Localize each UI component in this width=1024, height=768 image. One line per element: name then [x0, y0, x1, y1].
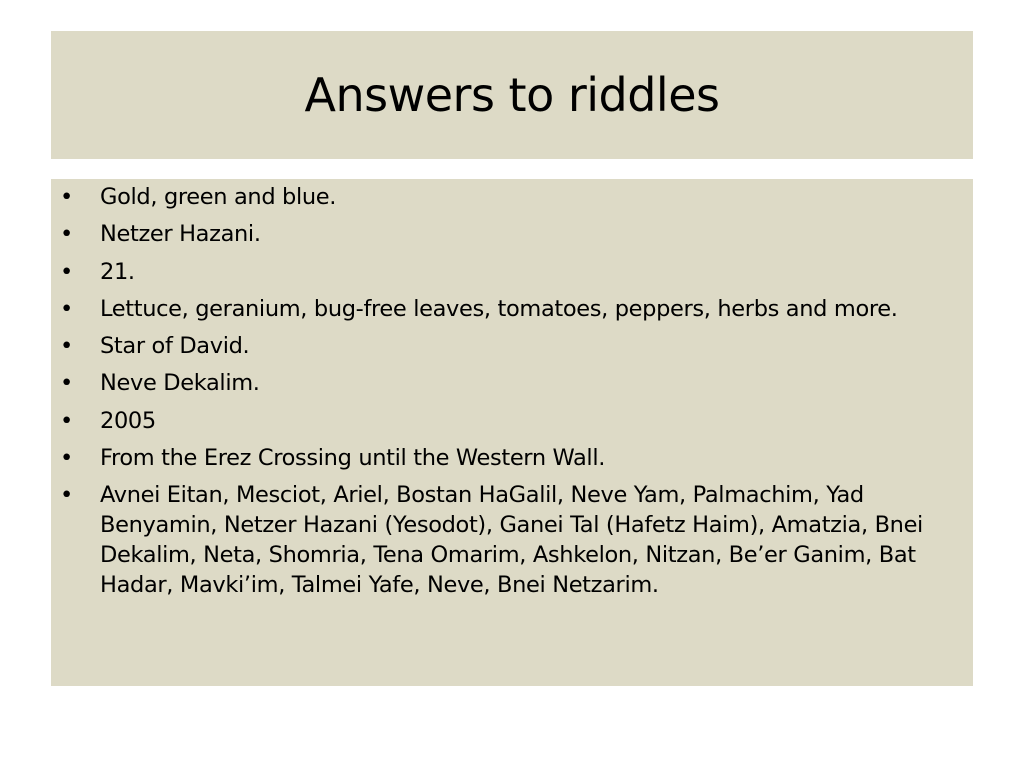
bullet-item: [51, 257, 953, 287]
bullet-text: Gold, green and blue.: [100, 184, 337, 210]
bullet-marker: •: [60, 482, 73, 509]
bullet-marker: •: [60, 258, 73, 285]
bullet-item: [51, 368, 953, 398]
bullet-item: [51, 406, 953, 436]
bullet-marker: •: [60, 295, 73, 322]
bullet-marker: •: [60, 333, 73, 360]
bullet-text: Avnei Eitan, Mesciot, Ariel, Bostan HaGalil, Neve Yam, Palmachim, Yad Benyamin, Netzer Hazani (Yesodot), Ganei Tal (Hafetz Haim), Amatzia, Bnei Dekalim, Neta, Shomria, Tena Omarim, Ashkelon, Nitzan, Be’er Ganim, Bat Hadar, Mavki’im, Talmei Yafe, Neve, Bnei Netzarim.: [100, 482, 923, 599]
bullet-text: 21.: [100, 258, 135, 285]
bullet-text: Star of David.: [100, 333, 250, 360]
bullet-item: [51, 294, 953, 324]
title-placeholder: [51, 31, 973, 159]
bullet-item: [51, 443, 953, 473]
bullet-item: [51, 331, 953, 361]
bullet-text: From the Erez Crossing until the Western Wall.: [100, 445, 606, 472]
bullet-marker: •: [60, 407, 73, 434]
bullet-marker: •: [60, 184, 73, 210]
bullet-list: [51, 182, 953, 600]
bullet-text: Neve Dekalim.: [100, 370, 260, 397]
slide-title: Answers to riddles: [304, 68, 720, 122]
bullet-marker: •: [60, 370, 73, 397]
bullet-item: [51, 182, 953, 212]
bullet-text: Netzer Hazani.: [100, 221, 261, 248]
bullet-item: [51, 480, 953, 600]
bullet-text: Lettuce, geranium, bug-free leaves, tomatoes, peppers, herbs and more.: [100, 295, 898, 322]
bullet-marker: •: [60, 445, 73, 472]
bullet-item: [51, 219, 953, 249]
content-placeholder: [51, 179, 973, 686]
bullet-marker: •: [60, 221, 73, 248]
bullet-text: 2005: [100, 407, 156, 434]
